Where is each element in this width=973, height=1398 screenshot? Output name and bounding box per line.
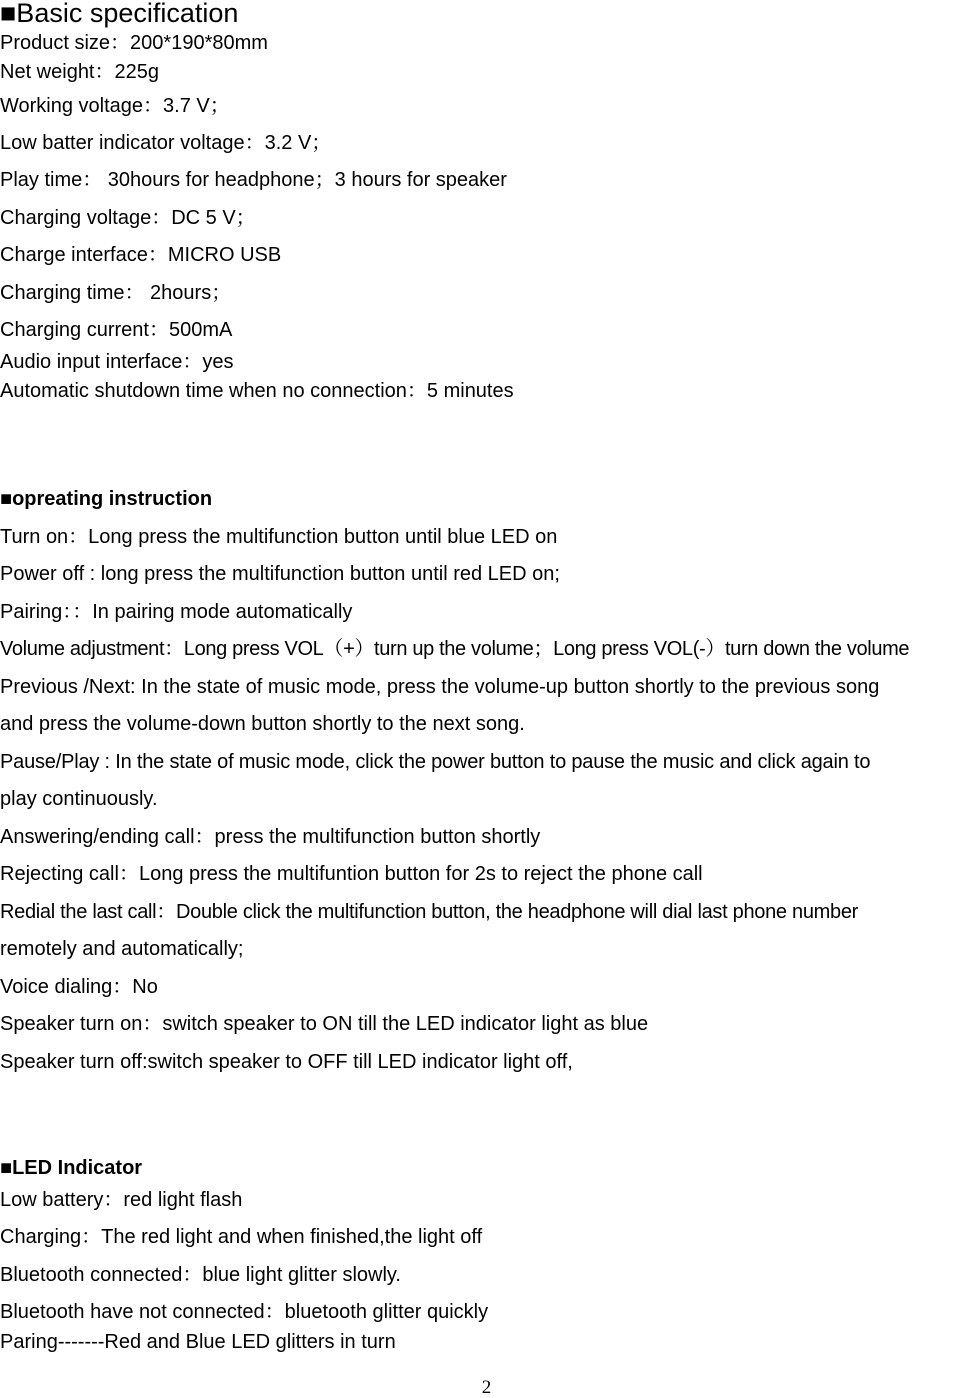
op-redial-cont: remotely and automatically; — [0, 938, 244, 960]
basic-spec-title: ■Basic specification — [0, 0, 239, 28]
page-number: 2 — [481, 1377, 492, 1398]
spec-charging-current: Charging current：500mA — [0, 319, 233, 341]
led-title: ■LED Indicator — [0, 1157, 143, 1179]
spec-play-time: Play time： 30hours for headphone；3 hours for speaker — [0, 169, 507, 191]
spec-auto-shutdown: Automatic shutdown time when no connection：5 minutes — [0, 380, 514, 402]
led-low-battery: Low battery：red light flash — [0, 1189, 243, 1211]
op-pause-play: Pause/Play : In the state of music mode, click the power button to pause the music and click again to — [0, 751, 871, 773]
op-pairing: Pairing：：In pairing mode automatically — [0, 601, 353, 623]
led-pairing: Paring-------Red and Blue LED glitters in turn — [0, 1331, 396, 1353]
spec-working-voltage: Working voltage：3.7 V； — [0, 95, 230, 117]
op-prev-next: Previous /Next: In the state of music mode, press the volume-up button shortly to the previous song — [0, 676, 880, 698]
op-redial: Redial the last call：Double click the multifunction button, the headphone will dial last phone number — [0, 901, 859, 923]
led-charging: Charging：The red light and when finished,the light off — [0, 1226, 483, 1248]
op-answer-call: Answering/ending call：press the multifunction button shortly — [0, 826, 541, 848]
op-volume: Volume adjustment：Long press VOL（+）turn up the volume；Long press VOL(-）turn down the volume — [0, 638, 910, 660]
op-voice-dialing: Voice dialing：No — [0, 976, 158, 998]
op-speaker-on: Speaker turn on：switch speaker to ON till the LED indicator light as blue — [0, 1013, 649, 1035]
op-pause-play-cont: play continuously. — [0, 788, 158, 810]
spec-charging-voltage: Charging voltage：DC 5 V； — [0, 207, 256, 229]
op-turn-on: Turn on：Long press the multifunction button until blue LED on — [0, 526, 558, 548]
op-power-off: Power off : long press the multifunction button until red LED on; — [0, 563, 560, 585]
spec-product-size: Product size：200*190*80mm — [0, 32, 268, 54]
spec-charge-interface: Charge interface：MICRO USB — [0, 244, 282, 266]
spec-audio-input: Audio input interface：yes — [0, 351, 234, 373]
op-prev-next-cont: and press the volume-down button shortly to the next song. — [0, 713, 525, 735]
led-bt-not-connected: Bluetooth have not connected：bluetooth glitter quickly — [0, 1301, 489, 1323]
operating-title: ■opreating instruction — [0, 488, 213, 510]
op-reject-call: Rejecting call：Long press the multifuntion button for 2s to reject the phone call — [0, 863, 703, 885]
spec-net-weight: Net weight：225g — [0, 61, 159, 83]
spec-low-battery-voltage: Low batter indicator voltage：3.2 V； — [0, 132, 332, 154]
op-speaker-off: Speaker turn off:switch speaker to OFF till LED indicator light off, — [0, 1051, 573, 1073]
led-bt-connected: Bluetooth connected：blue light glitter slowly. — [0, 1264, 401, 1286]
spec-charging-time: Charging time： 2hours； — [0, 282, 232, 304]
